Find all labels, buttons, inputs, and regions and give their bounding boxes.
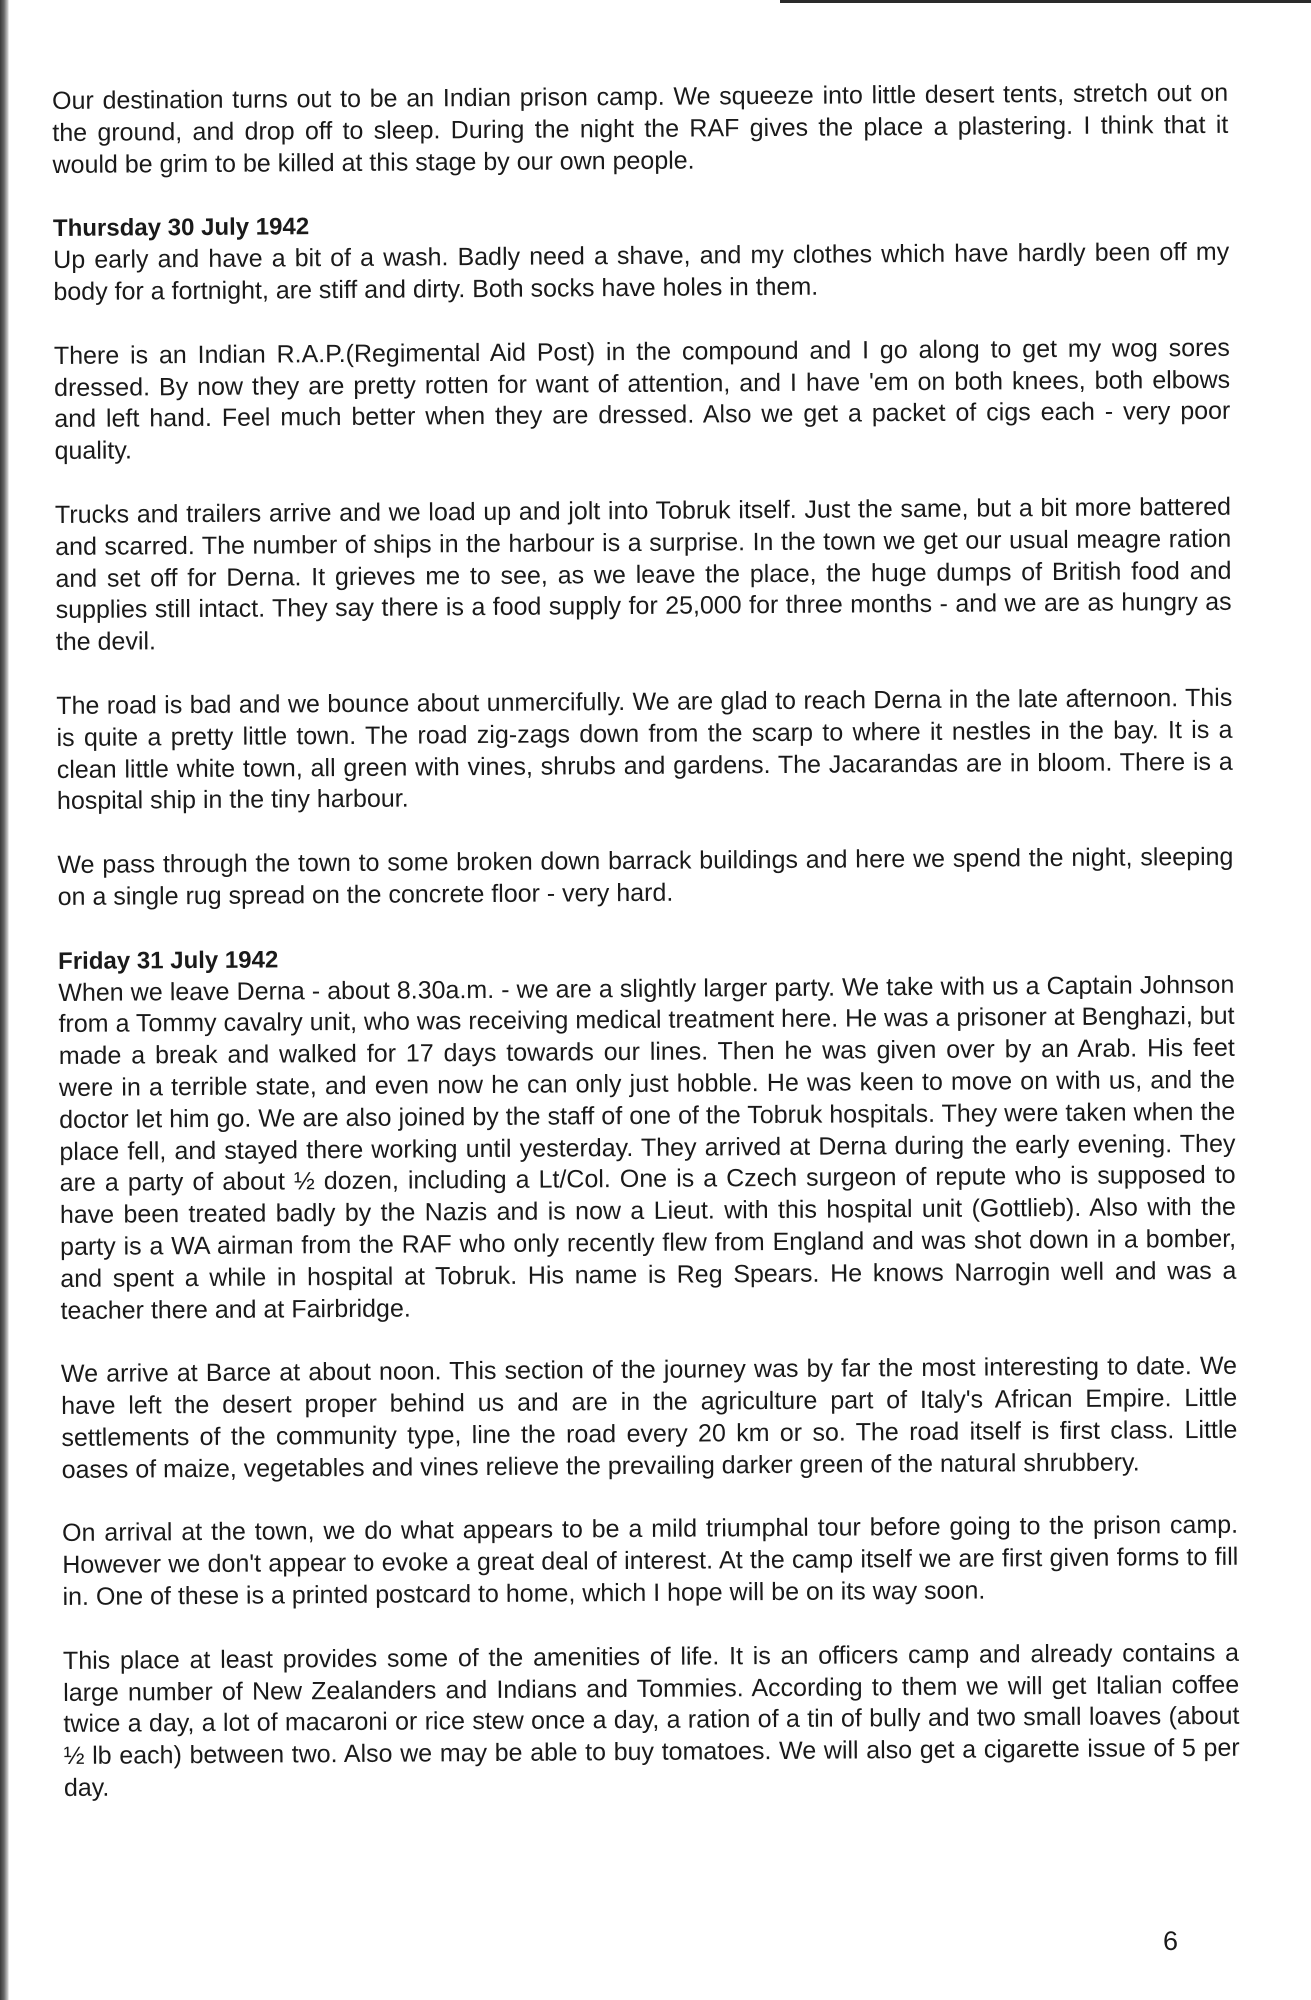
entry-heading-friday: Friday 31 July 1942	[58, 946, 279, 975]
scan-top-edge	[780, 0, 1311, 3]
diary-page-body	[52, 78, 1240, 1837]
entry1-paragraph: Up early and have a bit of a wash. Badly need a shave, and my clothes which have hardly been off my body for a fortnight, are stiff and dirty. Both socks have holes in them.	[53, 237, 1230, 306]
intro-paragraph: Our destination turns out to be an Indian prison camp. We squeeze into little desert tents, stretch out on the ground, and drop off to sleep. During the night the RAF gives the place a plastering. I think that it would be grim to be killed at this stage by our own people.	[52, 78, 1229, 179]
entry1-paragraph: Trucks and trailers arrive and we load up and jolt into Tobruk itself. Just the same, but a bit more battered and scarred. The number of ships in the harbour is a surprise. In the town we get our usual meagre ration and set off for Derna. It grieves me to see, as we leave the place, the huge dumps of British food and supplies still intact. They say there is a food supply for 25,000 for three months - and we are as hungry as the devil.	[54, 492, 1232, 657]
entry1-paragraph: There is an Indian R.A.P.(Regimental Aid Post) in the compound and I go along to get my wog sores dressed. By now they are pretty rotten for want of attention, and I have 'em on both knees, both elbows and left hand. Feel much better when they are dressed. Also we get a packet of cigs each - very poor quality.	[53, 333, 1231, 466]
entry1-paragraph: We pass through the town to some broken down barrack buildings and here we spend the night, sleeping on a single rug spread on the concrete floor - very hard.	[57, 842, 1234, 911]
scan-left-edge	[0, 0, 9, 2000]
page-number: 6	[1163, 1926, 1179, 1956]
entry1-paragraph: The road is bad and we bounce about unmercifully. We are glad to reach Derna in the late afternoon. This is quite a pretty little town. The road zig-zags down from the scarp to where it nestles in the bay. It is a clean little white town, all green with vines, shrubs and gardens. The Jacarandas are in bloom. There is a hospital ship in the tiny harbour.	[56, 683, 1233, 816]
entry2-paragraph: When we leave Derna - about 8.30a.m. - we are a slightly larger party. We take with us a Captain Johnson from a Tommy cavalry unit, who was receiving medical treatment here. He was a prisoner at Benghazi, but made a break and walked for 17 days towards our lines. Then he was given over by an Arab. His feet were in a terrible state, and even now he can only just hobble. He was keen to move on with us, and the doctor let him go. We are also joined by the staff of one of the Tobruk hospitals. They were taken when the place fell, and stayed there working until yesterday. They arrived at Derna during the early evening. They are a party of about ½ dozen, including a Lt/Col. One is a Czech surgeon of repute who is supposed to have been treated badly by the Nazis and is now a Lieut. with this hospital unit (Gottlieb). Also with the party is a WA airman from the RAF who only recently flew from England and was shot down in a bomber, and spent a while in hospital at Tobruk. His name is Reg Spears. He knows Narrogin well and was a teacher there and at Fairbridge.	[58, 970, 1237, 1325]
entry-heading-thursday: Thursday 30 July 1942	[52, 213, 310, 243]
entry2-paragraph: This place at least provides some of the amenities of life. It is an officers camp and already contains a large number of New Zealanders and Indians and Tommies. According to them we will get Italian coffee twice a day, a lot of macaroni or rice stew once a day, a ration of a tin of bully and two small loaves (about ½ lb each) between two. Also we may be able to buy tomatoes. We will also get a cigarette issue of 5 per day.	[62, 1638, 1240, 1803]
entry2-paragraph: We arrive at Barce at about noon. This section of the journey was by far the most interesting to date. We have left the desert proper behind us and are in the agriculture part of Italy's African Empire. Little settlements of the community type, line the road every 20 km or so. The road itself is first class. Little oases of maize, vegetables and vines relieve the prevailing darker green of the natural shrubbery.	[60, 1352, 1238, 1484]
entry2-paragraph: On arrival at the town, we do what appears to be a mild triumphal tour before going to the prison camp. However we don't appear to evoke a great deal of interest. At the camp itself we are first given forms to fill in. One of these is a printed postcard to home, which I hope will be on its way soon.	[62, 1511, 1239, 1612]
